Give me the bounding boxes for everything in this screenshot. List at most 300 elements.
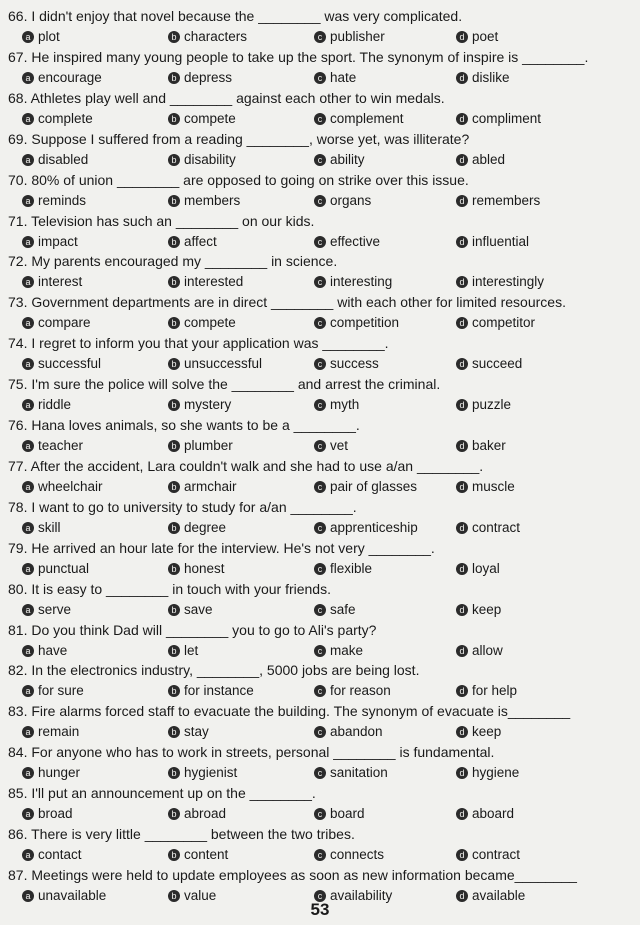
option-letter-marker: c xyxy=(314,808,326,820)
option-b[interactable] xyxy=(168,193,240,209)
option-letter-marker: d xyxy=(456,890,468,902)
question-stem xyxy=(8,294,634,311)
question-stem xyxy=(8,131,634,148)
option-letter-marker: a xyxy=(22,236,34,248)
option-letter-marker: c xyxy=(314,358,326,370)
option-label: contact xyxy=(38,847,82,862)
option-c[interactable] xyxy=(314,438,348,454)
option-letter-marker: c xyxy=(314,645,326,657)
question-item xyxy=(8,213,634,256)
option-label: competitor xyxy=(472,315,536,331)
option-label: success xyxy=(330,356,379,372)
question-number: 70. xyxy=(8,171,28,188)
question-text: I'm sure the police will solve the ________ and arrest the criminal. xyxy=(31,376,441,393)
option-b[interactable] xyxy=(168,356,262,372)
option-letter-marker: c xyxy=(314,767,326,779)
option-a[interactable] xyxy=(22,643,67,659)
question-number: 83. xyxy=(8,703,28,720)
option-c[interactable] xyxy=(314,152,365,168)
option-letter-marker: a xyxy=(22,808,34,820)
option-a[interactable] xyxy=(22,152,88,168)
option-a[interactable] xyxy=(22,234,78,250)
question-item xyxy=(8,458,634,501)
question-stem xyxy=(8,458,634,475)
question-text: He inspired many young people to take up the sport. The synonym of inspire is ________. xyxy=(31,48,589,65)
question-text: I didn't enjoy that novel because the ________ was very complicated. xyxy=(31,8,463,24)
option-letter-marker: a xyxy=(22,481,34,493)
question-text: There is very little ________ between the two tribes. xyxy=(31,826,355,842)
question-item xyxy=(8,826,634,869)
question-number: 82. xyxy=(8,662,28,679)
question-item xyxy=(8,581,634,624)
option-a[interactable] xyxy=(22,397,71,413)
option-b[interactable] xyxy=(168,234,217,250)
question-stem xyxy=(8,90,634,107)
option-label: complement xyxy=(330,110,404,126)
option-letter-marker: d xyxy=(456,808,468,820)
question-number: 86. xyxy=(8,826,28,842)
option-letter-marker: c xyxy=(314,317,326,329)
option-d[interactable] xyxy=(456,520,520,536)
option-label: successful xyxy=(38,356,102,372)
option-d[interactable] xyxy=(456,193,540,209)
option-a[interactable] xyxy=(22,847,82,863)
option-label: muscle xyxy=(472,478,515,494)
option-a[interactable] xyxy=(22,561,89,577)
question-text: Government departments are in direct ________ with each other for limited resources. xyxy=(31,294,566,311)
question-item xyxy=(8,253,634,296)
option-letter-marker: b xyxy=(168,195,180,207)
question-text: Television has such an ________ on our kids. xyxy=(31,212,315,229)
option-letter-marker: a xyxy=(22,195,34,207)
option-label: for instance xyxy=(184,683,254,699)
option-label: safe xyxy=(330,601,356,617)
question-item xyxy=(8,540,634,583)
question-number: 75. xyxy=(8,376,28,393)
option-letter-marker: a xyxy=(22,522,34,534)
option-letter-marker: b xyxy=(168,236,180,248)
option-c[interactable] xyxy=(314,520,418,536)
option-letter-marker: b xyxy=(168,563,180,575)
option-a[interactable] xyxy=(22,438,83,454)
option-c[interactable] xyxy=(314,806,365,822)
option-label: dislike xyxy=(472,69,510,85)
option-b[interactable] xyxy=(168,274,243,290)
option-d[interactable] xyxy=(456,724,501,740)
option-label: impact xyxy=(38,233,78,249)
option-b[interactable] xyxy=(168,520,226,536)
option-letter-marker: b xyxy=(168,154,180,166)
option-letter-marker: b xyxy=(168,358,180,370)
option-d[interactable] xyxy=(456,274,544,290)
option-a[interactable] xyxy=(22,111,93,127)
option-a[interactable] xyxy=(22,806,73,822)
question-stem xyxy=(8,213,634,230)
option-c[interactable] xyxy=(314,602,356,618)
question-text: Athletes play well and ________ against each other to win medals. xyxy=(30,89,445,106)
question-text: In the electronics industry, ________, 5000 jobs are being lost. xyxy=(31,662,420,679)
question-stem xyxy=(8,540,634,557)
option-letter-marker: a xyxy=(22,563,34,575)
option-c[interactable] xyxy=(314,397,359,413)
option-label: depress xyxy=(184,69,233,85)
option-d[interactable] xyxy=(456,397,511,413)
option-letter-marker: a xyxy=(22,890,34,902)
question-item xyxy=(8,744,634,787)
question-item xyxy=(8,131,634,174)
question-item xyxy=(8,662,634,705)
question-number: 69. xyxy=(8,130,28,147)
option-a[interactable] xyxy=(22,356,101,372)
question-text: After the accident, Lara couldn't walk and she had to use a/an ________. xyxy=(30,457,484,474)
question-stem xyxy=(8,867,634,884)
option-label: publisher xyxy=(330,29,385,44)
question-item xyxy=(8,294,634,337)
option-a[interactable] xyxy=(22,193,86,209)
option-letter-marker: c xyxy=(314,113,326,125)
question-stem xyxy=(8,49,634,66)
option-label: interest xyxy=(38,274,83,290)
option-letter-marker: d xyxy=(456,154,468,166)
question-number: 67. xyxy=(8,48,28,65)
option-letter-marker: a xyxy=(22,726,34,738)
option-d[interactable] xyxy=(456,315,535,331)
option-label: board xyxy=(330,806,365,822)
question-number: 76. xyxy=(8,417,28,433)
option-letter-marker: d xyxy=(456,645,468,657)
option-label: ability xyxy=(330,151,365,167)
option-label: for sure xyxy=(38,683,84,699)
option-d[interactable] xyxy=(456,602,501,618)
option-b[interactable] xyxy=(168,602,213,618)
question-text: My parents encouraged my ________ in science. xyxy=(31,253,338,270)
option-label: hunger xyxy=(38,765,81,781)
option-letter-marker: d xyxy=(456,563,468,575)
option-b[interactable] xyxy=(168,29,247,45)
question-item xyxy=(8,376,634,419)
option-letter-marker: a xyxy=(22,399,34,411)
question-item xyxy=(8,703,634,746)
question-stem xyxy=(8,622,634,639)
option-label: reminds xyxy=(38,192,87,208)
option-c[interactable] xyxy=(314,29,385,45)
option-label: abroad xyxy=(184,806,227,822)
option-label: unsuccessful xyxy=(184,356,263,372)
question-stem xyxy=(8,744,634,761)
question-number: 81. xyxy=(8,621,28,638)
option-label: serve xyxy=(38,601,72,617)
option-letter-marker: d xyxy=(456,317,468,329)
question-text: Fire alarms forced staff to evacuate the building. The synonym of evacuate is________ xyxy=(31,703,571,720)
option-label: teacher xyxy=(38,438,84,453)
option-label: armchair xyxy=(184,478,237,494)
option-label: baker xyxy=(472,438,506,453)
question-stem xyxy=(8,376,634,393)
question-text: I'll put an announcement up on the ________. xyxy=(31,785,316,802)
option-label: connects xyxy=(330,847,385,862)
question-stem xyxy=(8,417,634,434)
question-stem xyxy=(8,826,634,843)
option-c[interactable] xyxy=(314,70,356,86)
option-letter-marker: a xyxy=(22,604,34,616)
option-letter-marker: b xyxy=(168,808,180,820)
option-label: organs xyxy=(330,192,372,208)
option-label: interesting xyxy=(330,274,393,290)
option-b[interactable] xyxy=(168,847,228,863)
page-number: 53 xyxy=(310,900,330,919)
option-letter-marker: a xyxy=(22,767,34,779)
option-a[interactable] xyxy=(22,602,71,618)
option-letter-marker: c xyxy=(314,726,326,738)
question-text: I want to go to university to study for a/an ________. xyxy=(31,498,357,515)
question-number: 85. xyxy=(8,785,28,802)
option-letter-marker: d xyxy=(456,481,468,493)
question-stem xyxy=(8,581,634,598)
question-text: Suppose I suffered from a reading ________, worse yet, was illiterate? xyxy=(31,130,470,147)
option-letter-marker: b xyxy=(168,685,180,697)
question-text: I regret to inform you that your application was ________. xyxy=(31,335,389,352)
option-c[interactable] xyxy=(314,274,392,290)
option-label: compete xyxy=(184,315,236,331)
option-letter-marker: d xyxy=(456,685,468,697)
question-number: 73. xyxy=(8,294,28,311)
question-number: 77. xyxy=(8,457,28,474)
option-d[interactable] xyxy=(456,561,500,577)
question-text: He arrived an hour late for the interview. He's not very ________. xyxy=(31,539,435,556)
option-letter-marker: c xyxy=(314,563,326,575)
option-letter-marker: a xyxy=(22,358,34,370)
option-label: for help xyxy=(472,683,518,699)
option-b[interactable] xyxy=(168,724,209,740)
option-letter-marker: a xyxy=(22,849,34,861)
option-label: keep xyxy=(472,601,502,617)
option-letter-marker: b xyxy=(168,767,180,779)
option-label: hygienist xyxy=(184,765,238,781)
question-text: Hana loves animals, so she wants to be a ________. xyxy=(31,417,360,433)
option-letter-marker: a xyxy=(22,72,34,84)
option-c[interactable] xyxy=(314,193,371,209)
option-label: encourage xyxy=(38,69,102,85)
option-label: abled xyxy=(472,151,506,167)
option-a[interactable] xyxy=(22,315,91,331)
option-c[interactable] xyxy=(314,765,388,781)
option-label: plumber xyxy=(184,438,233,453)
option-label: have xyxy=(38,642,68,658)
option-letter-marker: c xyxy=(314,890,326,902)
option-a[interactable] xyxy=(22,765,80,781)
option-letter-marker: c xyxy=(314,604,326,616)
option-letter-marker: a xyxy=(22,685,34,697)
option-letter-marker: c xyxy=(314,440,326,452)
option-d[interactable] xyxy=(456,356,522,372)
option-label: value xyxy=(184,887,217,903)
option-d[interactable] xyxy=(456,29,498,45)
option-a[interactable] xyxy=(22,70,102,86)
question-number: 87. xyxy=(8,866,28,883)
question-item xyxy=(8,172,634,215)
option-b[interactable] xyxy=(168,561,225,577)
option-letter-marker: a xyxy=(22,645,34,657)
option-label: apprenticeship xyxy=(330,519,418,535)
option-label: effective xyxy=(330,233,381,249)
option-label: degree xyxy=(184,519,227,535)
option-d[interactable] xyxy=(456,111,541,127)
option-d[interactable] xyxy=(456,234,529,250)
option-b[interactable] xyxy=(168,397,231,413)
option-a[interactable] xyxy=(22,520,61,536)
option-d[interactable] xyxy=(456,438,506,454)
option-d[interactable] xyxy=(456,765,519,781)
option-c[interactable] xyxy=(314,643,363,659)
option-label: riddle xyxy=(38,397,72,413)
option-c[interactable] xyxy=(314,234,380,250)
option-b[interactable] xyxy=(168,70,232,86)
question-number: 71. xyxy=(8,212,28,229)
option-label: make xyxy=(330,642,364,658)
question-stem xyxy=(8,703,634,720)
option-letter-marker: b xyxy=(168,481,180,493)
option-b[interactable] xyxy=(168,438,233,454)
option-b[interactable] xyxy=(168,806,226,822)
option-b[interactable] xyxy=(168,479,237,495)
option-b[interactable] xyxy=(168,315,236,331)
option-letter-marker: b xyxy=(168,522,180,534)
option-a[interactable] xyxy=(22,724,79,740)
option-letter-marker: b xyxy=(168,726,180,738)
option-c[interactable] xyxy=(314,315,399,331)
question-number: 78. xyxy=(8,498,28,515)
option-label: wheelchair xyxy=(38,478,103,494)
option-label: for reason xyxy=(330,683,391,699)
question-stem xyxy=(8,253,634,270)
question-stem xyxy=(8,335,634,352)
option-label: disabled xyxy=(38,151,89,167)
option-letter-marker: d xyxy=(456,440,468,452)
option-label: affect xyxy=(184,233,217,249)
option-label: broad xyxy=(38,806,73,822)
question-number: 72. xyxy=(8,253,28,270)
option-d[interactable] xyxy=(456,847,520,863)
option-c[interactable] xyxy=(314,683,391,699)
option-d[interactable] xyxy=(456,683,517,699)
option-label: compete xyxy=(184,110,236,126)
option-c[interactable] xyxy=(314,479,417,495)
option-a[interactable] xyxy=(22,683,84,699)
option-b[interactable] xyxy=(168,683,254,699)
option-label: unavailable xyxy=(38,887,107,903)
question-item xyxy=(8,622,634,665)
question-item xyxy=(8,8,634,51)
question-text: Meetings were held to update employees as soon as new information became________ xyxy=(31,866,577,883)
option-label: contract xyxy=(472,519,521,535)
option-label: characters xyxy=(184,29,248,44)
option-label: plot xyxy=(38,29,60,44)
option-label: content xyxy=(184,847,229,862)
option-d[interactable] xyxy=(456,479,515,495)
option-letter-marker: a xyxy=(22,154,34,166)
option-letter-marker: c xyxy=(314,276,326,288)
option-letter-marker: c xyxy=(314,399,326,411)
option-label: contract xyxy=(472,847,521,862)
option-c[interactable] xyxy=(314,356,379,372)
option-letter-marker: b xyxy=(168,645,180,657)
option-d[interactable] xyxy=(456,152,505,168)
option-letter-marker: b xyxy=(168,604,180,616)
option-label: compliment xyxy=(472,110,542,126)
question-item xyxy=(8,417,634,460)
question-number: 66. xyxy=(8,8,28,24)
option-label: complete xyxy=(38,110,93,126)
option-label: loyal xyxy=(472,560,500,576)
option-a[interactable] xyxy=(22,29,60,45)
option-label: poet xyxy=(472,29,499,44)
option-letter-marker: c xyxy=(314,849,326,861)
question-item xyxy=(8,49,634,92)
option-label: punctual xyxy=(38,560,90,576)
option-letter-marker: d xyxy=(456,726,468,738)
option-letter-marker: c xyxy=(314,72,326,84)
option-label: vet xyxy=(330,438,349,453)
option-letter-marker: c xyxy=(314,481,326,493)
option-label: aboard xyxy=(472,806,515,822)
option-label: influential xyxy=(472,233,530,249)
option-letter-marker: a xyxy=(22,276,34,288)
option-letter-marker: d xyxy=(456,113,468,125)
option-label: disability xyxy=(184,151,236,167)
option-letter-marker: b xyxy=(168,276,180,288)
option-label: skill xyxy=(38,519,61,535)
option-b[interactable] xyxy=(168,152,236,168)
option-label: flexible xyxy=(330,560,373,576)
option-letter-marker: c xyxy=(314,522,326,534)
option-b[interactable] xyxy=(168,765,237,781)
option-c[interactable] xyxy=(314,561,372,577)
question-number: 74. xyxy=(8,335,28,352)
question-stem xyxy=(8,662,634,679)
option-b[interactable] xyxy=(168,643,198,659)
option-label: stay xyxy=(184,724,209,740)
option-b[interactable] xyxy=(168,111,236,127)
option-letter-marker: c xyxy=(314,685,326,697)
option-label: remembers xyxy=(472,192,541,208)
option-label: keep xyxy=(472,724,502,740)
option-letter-marker: b xyxy=(168,849,180,861)
option-label: sanitation xyxy=(330,765,388,781)
option-a[interactable] xyxy=(22,274,82,290)
option-letter-marker: a xyxy=(22,113,34,125)
question-stem xyxy=(8,499,634,516)
option-label: interestingly xyxy=(472,274,545,290)
option-label: save xyxy=(184,601,213,617)
option-letter-marker: b xyxy=(168,440,180,452)
option-label: members xyxy=(184,192,241,208)
option-d[interactable] xyxy=(456,806,514,822)
option-a[interactable] xyxy=(22,479,103,495)
option-label: succeed xyxy=(472,356,523,372)
option-c[interactable] xyxy=(314,111,404,127)
option-d[interactable] xyxy=(456,643,503,659)
option-letter-marker: c xyxy=(314,31,326,43)
option-c[interactable] xyxy=(314,724,383,740)
option-letter-marker: a xyxy=(22,31,34,43)
option-c[interactable] xyxy=(314,847,384,863)
option-d[interactable] xyxy=(456,70,510,86)
question-text: 80% of union ________ are opposed to going on strike over this issue. xyxy=(31,171,469,188)
option-letter-marker: b xyxy=(168,113,180,125)
option-label: remain xyxy=(38,724,80,740)
option-label: mystery xyxy=(184,397,232,413)
option-label: competition xyxy=(330,315,400,331)
